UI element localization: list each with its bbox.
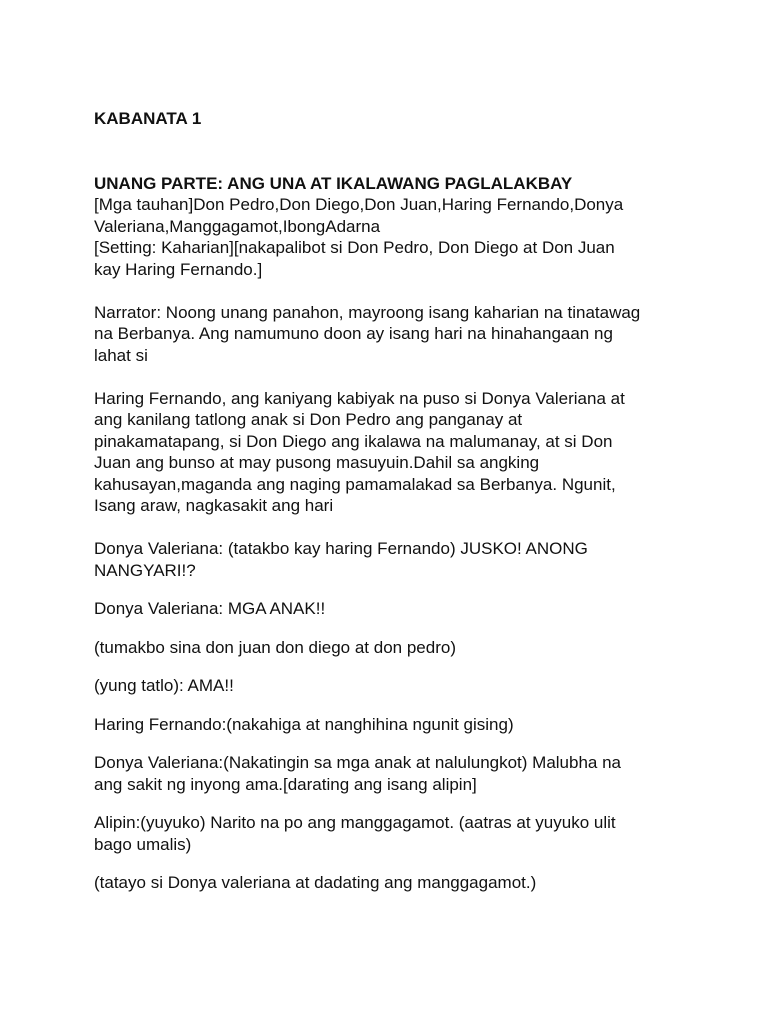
text-line: kay Haring Fernando.]	[94, 259, 263, 279]
text-line: Valeriana,Manggagamot,IbongAdarna	[94, 216, 381, 236]
document-body	[94, 108, 694, 894]
text-line: Donya Valeriana:(Nakatingin sa mga anak at nalulungkot) Malubha na	[94, 753, 622, 772]
setting-line	[94, 237, 694, 280]
story-paragraph	[94, 388, 694, 517]
part-title: UNANG PARTE: ANG UNA AT IKALAWANG PAGLALAKBAY	[94, 173, 573, 193]
text-line: pinakamatapang, si Don Diego ang ikalawa na malumanay, at si Don	[94, 431, 613, 451]
text-line: Juan ang bunso at may pusong masuyuin.Dahil sa angking	[94, 453, 540, 472]
text-line: [Setting: Kaharian][nakapalibot si Don Pedro, Don Diego at Don Juan	[94, 238, 615, 257]
dialogue-alipin	[94, 812, 694, 855]
text-line: lahat si	[94, 345, 148, 365]
text-line: NANGYARI!?	[94, 560, 196, 580]
text-line: [Mga tauhan]Don Pedro,Don Diego,Don Juan,Haring Fernando,Donya	[94, 195, 624, 214]
text-line: na Berbanya. Ang namumuno doon ay isang hari na hinahangaan ng	[94, 324, 613, 343]
text-line: Donya Valeriana: MGA ANAK!!	[94, 599, 326, 618]
text-line: ang kanilang tatlong anak si Don Pedro ang panganay at	[94, 410, 523, 429]
text-line: Donya Valeriana: (tatakbo kay haring Fernando) JUSKO! ANONG	[94, 539, 588, 558]
dialogue-three-sons	[94, 675, 694, 697]
text-line: Haring Fernando, ang kaniyang kabiyak na puso si Donya Valeriana at	[94, 388, 625, 408]
dialogue-fernando	[94, 714, 694, 736]
text-line: Narrator: Noong unang panahon, mayroong isang kaharian na tinatawag	[94, 302, 641, 322]
text-line: (tatayo si Donya valeriana at dadating ang manggagamot.)	[94, 873, 537, 892]
text-line: kahusayan,maganda ang naging pamamalakad sa Berbanya. Ngunit,	[94, 474, 616, 494]
stage-direction-final	[94, 872, 694, 894]
text-line: (tumakbo sina don juan don diego at don pedro)	[94, 637, 456, 657]
chapter-heading: KABANATA 1	[94, 109, 202, 128]
dialogue-valeriana-3	[94, 752, 694, 795]
dialogue-valeriana-2	[94, 598, 694, 620]
text-line: Haring Fernando:(nakahiga at nanghihina ngunit gising)	[94, 714, 514, 734]
text-line: (yung tatlo): AMA!!	[94, 676, 234, 695]
text-line: Isang araw, nagkasakit ang hari	[94, 496, 334, 515]
text-line: ang sakit ng inyong ama.[darating ang isang alipin]	[94, 774, 477, 794]
characters-line	[94, 194, 694, 237]
text-line: bago umalis)	[94, 834, 192, 854]
dialogue-valeriana-1	[94, 538, 694, 581]
text-line: Alipin:(yuyuko) Narito na po ang manggagamot. (aatras at yuyuko ulit	[94, 813, 616, 832]
narrator-paragraph	[94, 302, 694, 367]
stage-direction-run	[94, 637, 694, 659]
